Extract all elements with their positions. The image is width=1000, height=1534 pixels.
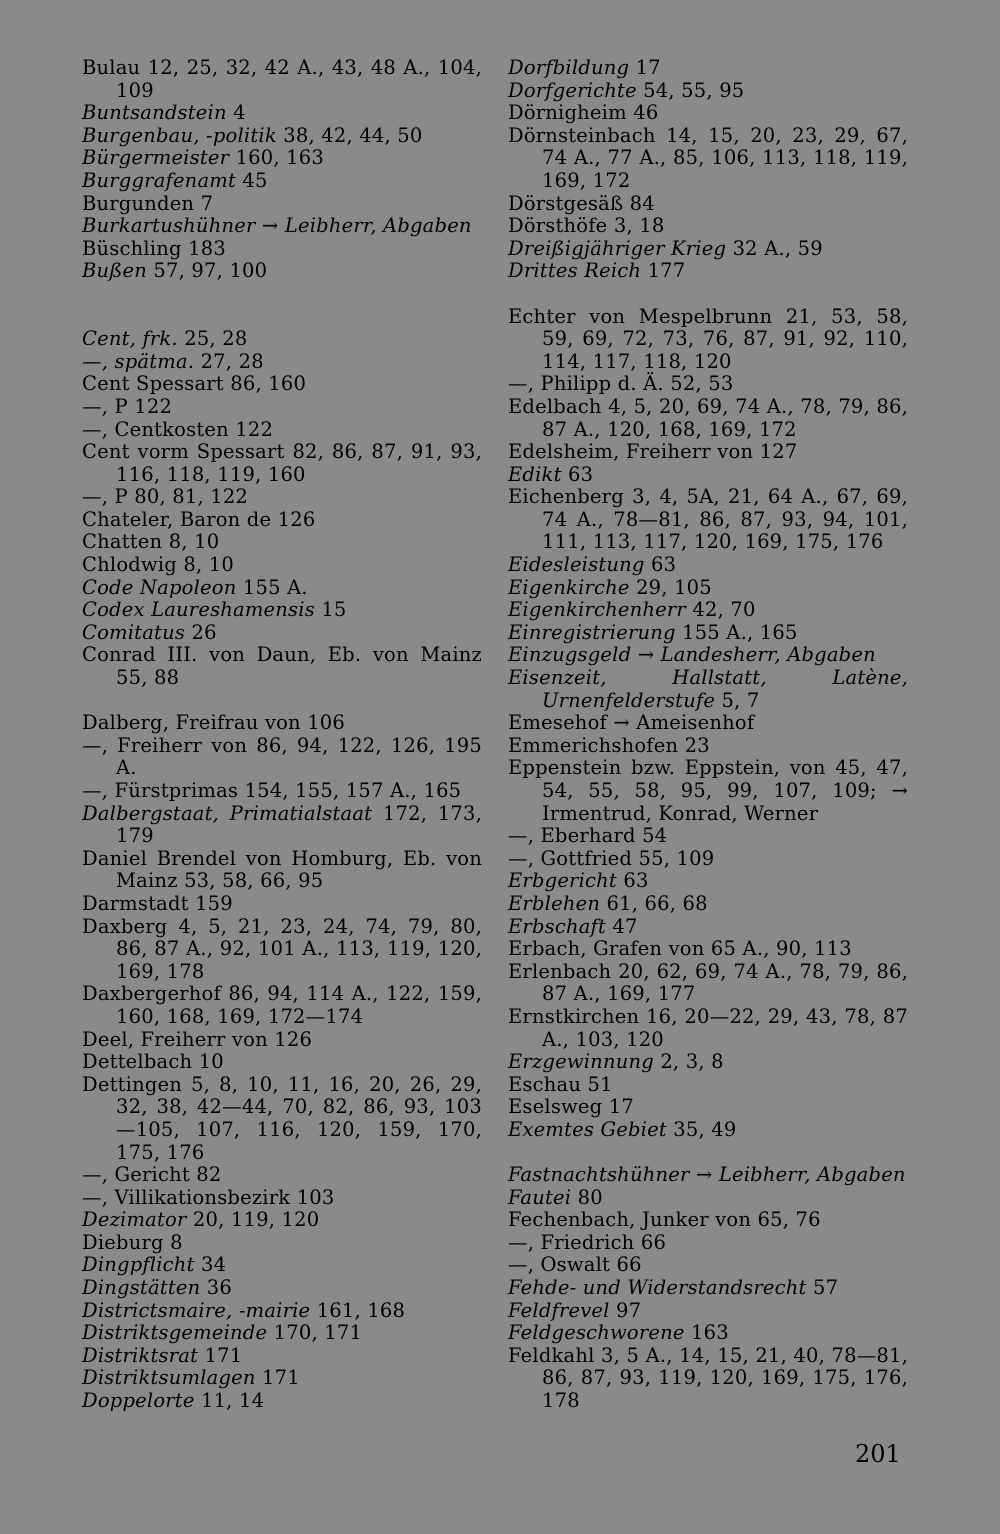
index-entry <box>82 1232 482 1255</box>
index-entry <box>508 757 908 825</box>
index-references: 65, 76 <box>757 1208 821 1232</box>
index-entry <box>508 193 908 216</box>
index-term: —, P <box>82 394 128 418</box>
index-entry <box>82 170 482 193</box>
section-gap <box>82 690 482 713</box>
index-entry <box>82 531 482 554</box>
index-term: —, Philipp d. Ä. <box>508 372 664 396</box>
index-references: 84 <box>629 191 655 215</box>
index-references: 8, 10 <box>183 553 234 577</box>
index-references: 57, 97, 100 <box>153 259 268 283</box>
index-term: Erzgewinnung <box>508 1050 654 1074</box>
index-entry <box>82 1300 482 1323</box>
index-entry <box>82 260 482 283</box>
index-term: Buntsandstein <box>82 101 227 125</box>
index-term: —, Freiherr von <box>82 733 248 757</box>
index-term: Bulau <box>82 56 141 79</box>
index-entry <box>82 1390 482 1413</box>
index-references: 12, 25, 32, 42 A., 43, 48 A., 104, 109 <box>116 56 483 102</box>
index-term: Eichenberg <box>508 485 624 509</box>
index-entry <box>82 419 482 442</box>
index-entry <box>508 938 908 961</box>
index-references: 17 <box>635 56 661 79</box>
index-term: Cent, frk. <box>82 327 178 351</box>
index-references: 4, 5, 21, 23, 24, 74, 79, 80, 86, 87 A., 92, 101 A., 113, 119, 120, 169, 178 <box>116 914 482 983</box>
index-entry <box>82 486 482 509</box>
index-term: Burkartushühner <box>82 214 256 238</box>
index-entry <box>508 599 908 622</box>
index-term: —, Oswalt <box>508 1253 611 1277</box>
index-references: 11, 14 <box>200 1389 265 1413</box>
index-term: Edelsheim, Freiherr von <box>508 440 754 464</box>
index-references: 171 <box>262 1366 300 1390</box>
index-term: Eselsweg <box>508 1095 603 1119</box>
index-references: 20, 62, 69, 74 A., 78, 79, 86, 87 A., 169, 177 <box>542 959 908 1006</box>
index-entry <box>508 554 908 577</box>
index-references: 47 <box>612 914 638 938</box>
index-entry <box>82 983 482 1028</box>
section-gap <box>82 306 482 329</box>
index-term: Deel, Freiherr von <box>82 1027 268 1051</box>
index-entry <box>508 1322 908 1345</box>
index-entry <box>508 870 908 893</box>
index-term: Conrad III. von Daun, Eb. von Mainz <box>82 643 482 667</box>
index-entry <box>508 486 908 554</box>
index-term: Eigenkirche <box>508 575 630 599</box>
index-references: 4 <box>233 101 246 125</box>
index-column-left <box>82 57 482 1413</box>
index-entry <box>508 712 908 735</box>
index-entry <box>82 1209 482 1232</box>
index-entry <box>508 916 908 939</box>
index-entry <box>508 1119 908 1142</box>
index-term: —, Friedrich <box>508 1230 635 1254</box>
index-term: Dörnigheim <box>508 101 627 125</box>
index-entry <box>82 577 482 600</box>
index-entry <box>82 328 482 351</box>
index-references: 14, 15, 20, 23, 29, 67, 74 A., 77 A., 85, 106, 113, 118, 119, 169, 172 <box>542 123 908 192</box>
index-term: Edikt <box>508 462 562 486</box>
index-term: Dorfbildung <box>508 56 630 79</box>
index-entry <box>82 1345 482 1368</box>
index-references: 183 <box>188 236 226 260</box>
index-entry <box>508 1164 908 1187</box>
index-references: 46 <box>633 101 659 125</box>
index-term: Doppelorte <box>82 1389 195 1413</box>
index-entry <box>82 396 482 419</box>
index-entry <box>508 644 908 667</box>
index-entry <box>82 1277 482 1300</box>
index-term: Cent Spessart <box>82 372 224 396</box>
index-entry <box>82 102 482 125</box>
index-references: 86, 94, 122, 126, 195 A. <box>116 733 482 780</box>
index-references: 61, 66, 68 <box>606 891 708 915</box>
index-references: 36 <box>206 1276 232 1300</box>
index-entry <box>82 599 482 622</box>
index-entry <box>82 441 482 486</box>
index-entry <box>82 193 482 216</box>
index-entry <box>82 238 482 261</box>
index-term: Darmstadt <box>82 891 189 915</box>
index-references: 5, 8, 10, 11, 16, 20, 26, 29, 32, 38, 42—44, 70, 82, 86, 93, 103—105, 107, 116, 120, 159, 170, 175, 176 <box>116 1072 483 1164</box>
index-term: Distriktsumlagen <box>82 1366 256 1390</box>
index-entry <box>82 554 482 577</box>
index-references: 7 <box>200 191 214 215</box>
index-entry <box>508 238 908 261</box>
index-entry <box>508 1096 908 1119</box>
index-references: 177 <box>647 259 686 283</box>
index-term: —, Villikationsbezirk <box>82 1185 291 1209</box>
index-entry <box>82 1051 482 1074</box>
index-references: 66 <box>640 1230 667 1254</box>
index-references: 55, 88 <box>116 666 180 690</box>
index-term: Dettelbach <box>82 1050 193 1074</box>
index-entry <box>82 735 482 780</box>
index-entry <box>82 622 482 645</box>
index-entry <box>508 441 908 464</box>
index-entry <box>508 1345 908 1413</box>
index-entry <box>82 1029 482 1052</box>
index-references: 54 <box>642 824 668 848</box>
index-entry <box>82 57 482 102</box>
index-term: Feldfrevel <box>508 1298 610 1322</box>
index-term: Daniel Brendel von Homburg, Eb. von Mainz <box>82 846 482 893</box>
index-references: 3, 5 A., 14, 15, 21, 40, 78—81, 86, 87, 93, 119, 120, 169, 175, 176, 178 <box>542 1343 909 1413</box>
index-entry <box>508 373 908 396</box>
index-entry <box>82 644 482 689</box>
index-entry <box>508 102 908 125</box>
index-entry <box>508 215 908 238</box>
index-term: Dezimator <box>82 1208 187 1232</box>
index-term: Eppenstein bzw. Eppstein, von <box>508 756 826 780</box>
index-entry <box>508 80 908 103</box>
index-entry <box>508 961 908 1006</box>
index-term: Dalbergstaat, Primatialstaat <box>82 801 373 825</box>
index-entry <box>508 1209 908 1232</box>
index-references: 21, 53, 58, 59, 69, 72, 73, 76, 87, 91, 92, 110, 114, 117, 118, 120 <box>542 304 908 373</box>
index-term: Erbgericht <box>508 869 617 893</box>
index-references: 34 <box>201 1253 227 1277</box>
index-references: 63 <box>568 462 594 486</box>
index-references: 66 <box>616 1253 642 1277</box>
index-term: —, P <box>82 485 128 509</box>
section-gap <box>508 1142 908 1165</box>
index-term: Eisenzeit, Hallstatt, Latène, Urnenfelderstufe <box>508 666 908 712</box>
index-references: 55, 109 <box>638 846 715 870</box>
index-term: Erblehen <box>508 891 601 915</box>
index-references: 159 <box>195 891 233 915</box>
index-term: Cent vorm Spessart <box>82 440 285 464</box>
index-term: Edelbach <box>508 394 602 418</box>
index-references: 65 A., 90, 113 <box>710 937 852 961</box>
index-term: Dorfgerichte <box>508 78 637 102</box>
index-entry <box>82 1367 482 1390</box>
index-entry <box>508 125 908 193</box>
index-term: Feldkahl <box>508 1343 595 1367</box>
index-references: 126 <box>277 507 316 531</box>
index-term: Emesehof <box>508 711 607 735</box>
index-references: 80, 81, 122 <box>134 485 249 509</box>
index-references: 127 <box>759 440 798 464</box>
index-references: 82, 86, 87, 91, 93, 116, 118, 119, 160 <box>116 440 482 486</box>
index-references: 154, 155, 157 A., 165 <box>244 779 462 802</box>
index-term: Chatten <box>82 530 163 554</box>
index-entry <box>508 1074 908 1097</box>
index-references: 38, 42, 44, 50 <box>283 123 423 147</box>
index-references: 29, 105 <box>636 575 712 599</box>
index-term: Fastnachtshühner <box>508 1163 690 1187</box>
index-entry <box>508 1277 908 1300</box>
index-references: 5, 7 <box>721 688 760 712</box>
index-references: 27, 28 <box>200 349 264 373</box>
index-references: 16, 20—22, 29, 43, 78, 87 A., 103, 120 <box>542 1004 908 1051</box>
section-gap <box>82 283 482 306</box>
index-entry <box>82 916 482 984</box>
index-entry <box>508 848 908 871</box>
index-entry <box>508 1254 908 1277</box>
index-entry <box>82 893 482 916</box>
index-entry <box>508 1300 908 1323</box>
index-term: —, Gottfried <box>508 846 633 870</box>
index-references: 161, 168 <box>316 1298 406 1322</box>
index-term: Bußen <box>82 259 148 283</box>
index-references: 2, 3, 8 <box>660 1050 724 1074</box>
index-references: 103 <box>296 1185 335 1209</box>
index-references: 171 <box>204 1343 243 1367</box>
index-term: Einzugsgeld <box>508 643 632 667</box>
index-term: Emmerichshofen <box>508 733 679 757</box>
index-entry <box>82 1187 482 1210</box>
index-entry <box>508 464 908 487</box>
index-entry <box>508 57 908 80</box>
index-references: 4, 5, 20, 69, 74 A., 78, 79, 86, 87 A., 120, 168, 169, 172 <box>542 394 908 441</box>
index-references: 155 A. <box>242 575 308 599</box>
index-references: 122 <box>134 394 173 418</box>
index-term: Eigenkirchenherr <box>508 598 686 622</box>
index-references: 17 <box>608 1095 634 1119</box>
page-number: 201 <box>855 1440 901 1468</box>
section-gap <box>508 283 908 306</box>
index-references: 35, 49 <box>673 1117 737 1141</box>
index-term: Dörstgesäß <box>508 191 624 215</box>
index-entry <box>508 735 908 758</box>
index-term: —, Eberhard <box>508 824 636 848</box>
index-references: 51 <box>587 1072 613 1096</box>
index-references: 122 <box>235 417 274 441</box>
index-entry <box>82 1254 482 1277</box>
index-references: 20, 119, 120 <box>192 1208 320 1232</box>
index-entry <box>508 622 908 645</box>
index-entry <box>508 893 908 916</box>
index-references: 57 <box>812 1276 839 1300</box>
index-entry <box>82 351 482 374</box>
index-references: 15 <box>321 598 347 622</box>
index-term: Comitatus <box>82 620 186 644</box>
index-term: Burggrafenamt <box>82 168 236 192</box>
index-term: Eidesleistung <box>508 553 645 577</box>
index-references: 23 <box>684 733 710 757</box>
index-term: Dettingen <box>82 1072 183 1096</box>
index-references: 52, 53 <box>670 372 734 396</box>
index-term: Dreißigjähriger Krieg <box>508 236 727 260</box>
index-term: Feldgeschworene <box>508 1321 685 1345</box>
index-references: → Leibherr, Abgaben <box>261 214 472 238</box>
index-term: Codex Laureshamensis <box>82 598 315 622</box>
index-term: Dingpflicht <box>82 1253 195 1277</box>
index-column-right <box>508 57 908 1413</box>
index-term: —, Centkosten <box>82 417 229 441</box>
index-references: 126 <box>274 1027 313 1051</box>
index-term: Districtsmaire, -mairie <box>82 1298 311 1322</box>
index-term: —, Fürstprimas <box>82 779 239 802</box>
index-term: Dörsthöfe <box>508 214 608 238</box>
index-term: Erbschaft <box>508 914 607 938</box>
index-references: 3, 18 <box>613 214 665 238</box>
index-term: Chlodwig <box>82 553 177 577</box>
index-references: 97 <box>616 1298 642 1322</box>
index-term: Erbach, Grafen von <box>508 937 705 961</box>
index-term: Erlenbach <box>508 959 612 983</box>
index-term: Dieburg <box>82 1230 164 1254</box>
index-entry <box>82 848 482 893</box>
index-references: 86, 94, 114 A., 122, 159, 160, 168, 169, 172—174 <box>116 982 482 1028</box>
index-entry <box>508 577 908 600</box>
index-term: —, Gericht <box>82 1163 190 1187</box>
index-references: → Ameisenhof <box>613 711 755 735</box>
index-term: Dörnsteinbach <box>508 123 656 147</box>
index-entry <box>508 1187 908 1210</box>
index-references: 3, 4, 5A, 21, 64 A., 67, 69, 74 A., 78—81, 86, 87, 93, 94, 101, 111, 113, 117, 120, 169, 175, 176 <box>542 485 908 554</box>
index-references: 63 <box>650 553 677 577</box>
index-term: Eschau <box>508 1072 582 1096</box>
index-entry <box>82 147 482 170</box>
index-references: 160, 163 <box>235 146 324 170</box>
index-entry <box>82 780 482 803</box>
index-references: 45, 47, 54, 55, 58, 95, 99, 107, 109; → Irmentrud, Konrad, Werner <box>542 756 908 825</box>
index-entry <box>82 373 482 396</box>
index-term: Einregistrierung <box>508 620 676 644</box>
index-term: Daxbergerhof <box>82 982 221 1006</box>
index-references: → Leibherr, Abgaben <box>695 1163 906 1187</box>
index-references: 42, 70 <box>692 598 756 622</box>
index-references: 172, 173, 179 <box>116 801 483 848</box>
index-references: 54, 55, 95 <box>643 78 745 102</box>
index-entry <box>508 260 908 283</box>
index-term: Drittes Reich <box>508 259 642 283</box>
index-term: Büschling <box>82 236 182 260</box>
index-entry <box>82 215 482 238</box>
index-term: Distriktsgemeinde <box>82 1321 268 1345</box>
index-term: Dalberg, Freifrau von <box>82 711 301 735</box>
index-entry <box>508 1232 908 1255</box>
index-references: → Landesherr, Abgaben <box>637 643 876 667</box>
index-term: Chateler, Baron de <box>82 507 272 531</box>
index-entry <box>82 712 482 735</box>
index-entry <box>82 125 482 148</box>
index-references: 106 <box>307 711 346 735</box>
index-term: Daxberg <box>82 914 168 938</box>
index-references: 53, 58, 66, 95 <box>184 869 324 893</box>
index-term: Fehde- und Widerstandsrecht <box>508 1276 807 1300</box>
index-references: 32 A., 59 <box>732 236 823 260</box>
index-references: 86, 160 <box>230 372 307 396</box>
index-term: Code Napoleon <box>82 575 237 599</box>
index-term: Burgunden <box>82 191 195 215</box>
index-references: 8, 10 <box>168 530 220 554</box>
index-entry <box>508 667 908 712</box>
index-entry <box>508 396 908 441</box>
index-entry <box>508 1006 908 1051</box>
index-references: 25, 28 <box>184 327 248 351</box>
index-references: 10 <box>198 1050 224 1074</box>
index-term: Fautei <box>508 1185 572 1209</box>
index-references: 63 <box>623 869 649 893</box>
index-entry <box>82 1164 482 1187</box>
index-term: Distriktsrat <box>82 1343 199 1367</box>
index-term: Ernstkirchen <box>508 1004 640 1028</box>
index-term: Dingstätten <box>82 1276 201 1300</box>
index-references: 82 <box>196 1163 222 1187</box>
index-term: Fechenbach, Junker von <box>508 1208 752 1232</box>
index-references: 80 <box>577 1185 603 1209</box>
index-references: 26 <box>191 620 217 644</box>
index-entry <box>82 509 482 532</box>
index-entry <box>508 825 908 848</box>
index-term: Echter von Mespelbrunn <box>508 304 773 328</box>
index-entry <box>82 803 482 848</box>
index-entry <box>82 1074 482 1164</box>
index-term: Exemtes Gebiet <box>508 1117 667 1141</box>
index-references: 45 <box>242 168 268 192</box>
index-references: 170, 171 <box>273 1321 363 1345</box>
index-references: 163 <box>691 1321 729 1345</box>
index-term: Bürgermeister <box>82 146 230 170</box>
index-entry <box>508 1051 908 1074</box>
index-references: 155 A., 165 <box>682 620 798 644</box>
index-term: —, spätma. <box>82 349 195 373</box>
index-term: Burgenbau, -politik <box>82 123 277 147</box>
index-entry <box>82 1322 482 1345</box>
index-references: 8 <box>170 1230 183 1254</box>
index-entry <box>508 306 908 374</box>
